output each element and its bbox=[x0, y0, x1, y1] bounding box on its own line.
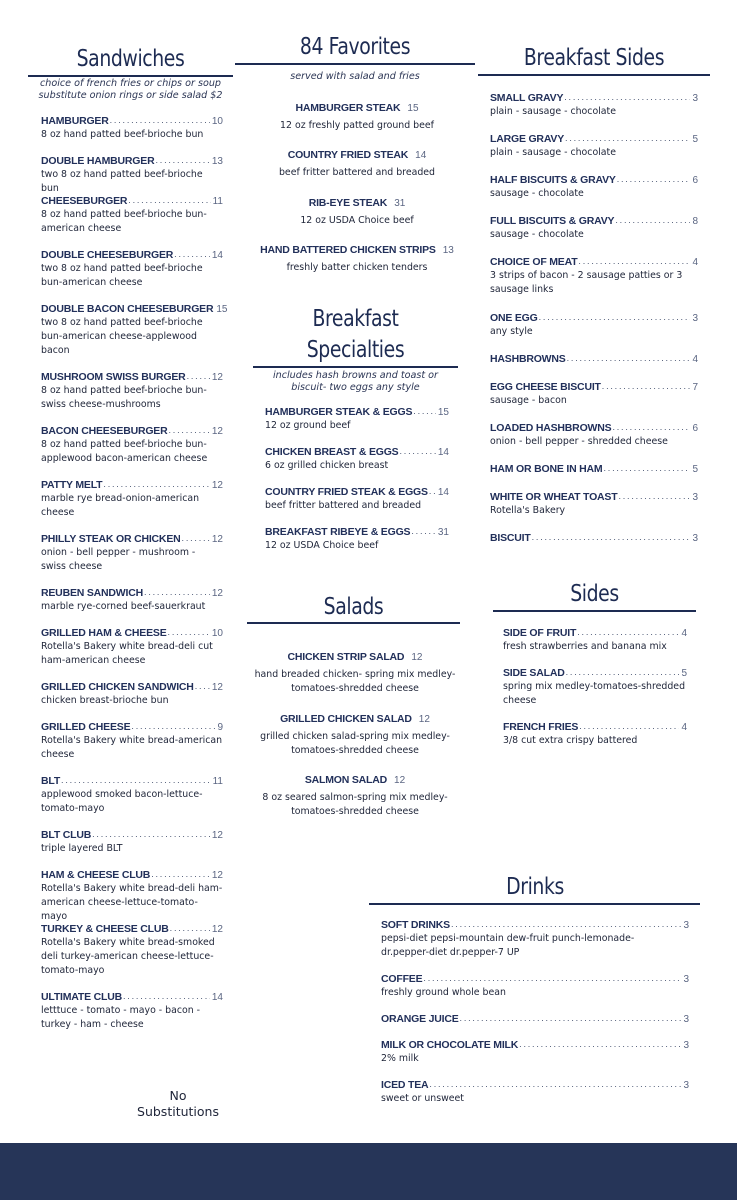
item-description bbox=[250, 668, 460, 696]
menu-item bbox=[41, 153, 223, 196]
item-name: COUNTRY FRIED STEAK & EGGS bbox=[265, 486, 428, 498]
item-name: SMALL GRAVY bbox=[490, 92, 564, 104]
menu-item bbox=[381, 1037, 689, 1066]
item-description bbox=[250, 791, 460, 819]
item-name: MUSHROOM SWISS BURGER bbox=[41, 371, 186, 383]
item-description: spring mix medley-tomatoes-shredded cheese bbox=[503, 681, 686, 706]
item-description-line2: tomatoes-shredded cheese bbox=[291, 806, 419, 817]
drinks-title: Drinks bbox=[506, 874, 564, 900]
item-price: 13 bbox=[211, 156, 223, 167]
menu-item bbox=[490, 461, 698, 475]
menu-item bbox=[41, 719, 223, 762]
item-name: SOFT DRINKS bbox=[381, 919, 450, 931]
item-name: SALMON SALAD bbox=[304, 774, 388, 786]
menu-item bbox=[41, 423, 223, 466]
item-name: GRILLED CHEESE bbox=[41, 721, 131, 733]
item-description: sausage - chocolate bbox=[490, 188, 584, 199]
item-price: 15 bbox=[216, 304, 228, 315]
specialties-title-line1: Breakfast bbox=[312, 306, 399, 332]
item-description-line1: 8 oz seared salmon-spring mix medley- bbox=[262, 792, 448, 803]
menu-item bbox=[41, 989, 223, 1032]
item-description: 8 oz hand patted beef-brioche bun-american cheese bbox=[41, 209, 207, 234]
menu-item bbox=[41, 193, 223, 236]
menu-item bbox=[490, 530, 698, 544]
item-name: WHITE OR WHEAT TOAST bbox=[490, 491, 618, 503]
menu-item bbox=[490, 420, 698, 449]
item-name: COFFEE bbox=[381, 973, 423, 985]
menu-item bbox=[381, 1077, 689, 1106]
item-name: EGG CHEESE BISCUIT bbox=[490, 381, 601, 393]
item-name: HAMBURGER STEAK bbox=[295, 102, 401, 114]
item-price: 5 bbox=[692, 464, 698, 475]
item-price: 14 bbox=[437, 447, 449, 458]
item-description-line2: tomatoes-shredded cheese bbox=[291, 683, 419, 694]
menu-item bbox=[490, 90, 698, 119]
item-description-line2: tomatoes-shredded cheese bbox=[291, 745, 419, 756]
favorites-title: 84 Favorites bbox=[299, 34, 411, 60]
item-name: GRILLED CHICKEN SALAD bbox=[280, 713, 412, 725]
item-price: 3 bbox=[683, 1080, 689, 1091]
breakfast-sides-title: Breakfast Sides bbox=[523, 45, 665, 71]
item-price: 12 bbox=[211, 588, 223, 599]
menu-item bbox=[490, 489, 698, 518]
item-description: 2% milk bbox=[381, 1053, 419, 1064]
item-price: 6 bbox=[692, 175, 698, 186]
item-price: 12 bbox=[418, 714, 430, 725]
item-description: 8 oz hand patted beef-brioche bun-swiss cheese-mushrooms bbox=[41, 385, 207, 410]
menu-item bbox=[503, 719, 687, 748]
item-name: DOUBLE HAMBURGER bbox=[41, 155, 155, 167]
item-name: CHICKEN STRIP SALAD bbox=[287, 651, 405, 663]
item-price: 3 bbox=[692, 492, 698, 503]
item-price: 3 bbox=[683, 920, 689, 931]
salads-title: Salads bbox=[323, 594, 384, 620]
item-description bbox=[250, 730, 460, 758]
item-price: 4 bbox=[692, 257, 698, 268]
menu-item bbox=[381, 971, 689, 1000]
menu-item bbox=[490, 379, 698, 408]
item-name: MILK OR CHOCOLATE MILK bbox=[381, 1039, 519, 1051]
item-name: HALF BISCUITS & GRAVY bbox=[490, 174, 616, 186]
item-name: BISCUIT bbox=[490, 532, 531, 544]
item-description: 12 oz USDA Choice beef bbox=[300, 215, 414, 226]
item-description: two 8 oz hand patted beef-brioche bun-american cheese-applewood bacon bbox=[41, 317, 203, 356]
specialties-subtitle bbox=[253, 370, 458, 394]
specialties-subtitle-line2: biscuit- two eggs any style bbox=[291, 382, 420, 393]
menu-item bbox=[250, 645, 460, 696]
item-price: 31 bbox=[437, 527, 449, 538]
item-description: chicken breast-brioche bun bbox=[41, 695, 169, 706]
specialties-subtitle-line1: includes hash browns and toast or bbox=[272, 370, 438, 381]
item-description: 3 strips of bacon - 2 sausage patties or 3 sausage links bbox=[490, 270, 683, 295]
sandwiches-subtitle-line1: choice of french fries or chips or soup bbox=[40, 78, 221, 89]
item-description: onion - bell pepper - shredded cheese bbox=[490, 436, 668, 447]
favorites-rule bbox=[235, 63, 475, 65]
favorites-subtitle: served with salad and fries bbox=[290, 71, 420, 82]
no-substitutions-note: No Substitutions bbox=[137, 1088, 219, 1119]
item-price: 9 bbox=[217, 722, 223, 733]
item-price: 12 bbox=[211, 830, 223, 841]
item-description: two 8 oz hand patted beef-brioche bun-american cheese bbox=[41, 263, 203, 288]
specialties-title-line2: Specialties bbox=[306, 337, 405, 363]
item-name: PATTY MELT bbox=[41, 479, 103, 491]
item-price: 13 bbox=[442, 245, 454, 256]
item-description: freshly batter chicken tenders bbox=[286, 262, 428, 273]
menu-item bbox=[247, 238, 467, 275]
item-price: 12 bbox=[211, 682, 223, 693]
item-description-line1: hand breaded chicken- spring mix medley- bbox=[254, 669, 456, 680]
item-name: REUBEN SANDWICH bbox=[41, 587, 144, 599]
menu-item bbox=[265, 484, 449, 513]
item-description: sausage - chocolate bbox=[490, 229, 584, 240]
item-price: 12 bbox=[394, 775, 406, 786]
item-price: 12 bbox=[211, 372, 223, 383]
breakfast-sides-rule bbox=[478, 74, 710, 76]
item-price: 3 bbox=[683, 1040, 689, 1051]
item-price: 3 bbox=[683, 974, 689, 985]
item-name: HAMBURGER bbox=[41, 115, 109, 127]
item-name: ONE EGG bbox=[490, 312, 538, 324]
menu-item bbox=[490, 172, 698, 201]
item-price: 31 bbox=[394, 198, 406, 209]
menu-item bbox=[490, 351, 698, 365]
menu-item bbox=[503, 625, 687, 654]
item-price: 10 bbox=[211, 116, 223, 127]
item-name: LARGE GRAVY bbox=[490, 133, 565, 145]
item-name: ULTIMATE CLUB bbox=[41, 991, 122, 1003]
item-price: 15 bbox=[407, 103, 419, 114]
item-price: 4 bbox=[681, 628, 687, 639]
menu-item bbox=[41, 301, 228, 358]
item-price: 14 bbox=[211, 250, 223, 261]
item-description: Rotella's Bakery white bread-smoked deli turkey-american cheese-lettuce-tomato-mayo bbox=[41, 937, 215, 976]
item-name: GRILLED HAM & CHEESE bbox=[41, 627, 167, 639]
item-price: 12 bbox=[211, 534, 223, 545]
item-name: BACON CHEESEBURGER bbox=[41, 425, 168, 437]
item-price: 5 bbox=[692, 134, 698, 145]
menu-item bbox=[41, 477, 223, 520]
item-description: 8 oz hand patted beef-brioche bun bbox=[41, 129, 204, 140]
item-price: 3 bbox=[692, 93, 698, 104]
item-name: BLT bbox=[41, 775, 61, 787]
item-name: HAMBURGER STEAK & EGGS bbox=[265, 406, 413, 418]
item-price: 12 bbox=[211, 426, 223, 437]
menu-item bbox=[41, 369, 223, 412]
item-description: pepsi-diet pepsi-mountain dew-fruit punch-lemonade-dr.pepper-diet dr.pepper-7 UP bbox=[381, 933, 635, 958]
item-price: 3 bbox=[692, 533, 698, 544]
item-name: DOUBLE CHEESEBURGER bbox=[41, 249, 174, 261]
item-description: sausage - bacon bbox=[490, 395, 567, 406]
item-description: Rotella's Bakery white bread-deli ham-american cheese-lettuce-tomato-mayo bbox=[41, 883, 223, 922]
item-description: Rotella's Bakery white bread-american cheese bbox=[41, 735, 223, 760]
menu-item bbox=[41, 113, 223, 142]
item-name: GRILLED CHICKEN SANDWICH bbox=[41, 681, 194, 693]
item-description: 12 oz ground beef bbox=[265, 420, 351, 431]
item-price: 6 bbox=[692, 423, 698, 434]
item-name: HASHBROWNS bbox=[490, 353, 566, 365]
item-price: 10 bbox=[211, 628, 223, 639]
item-description: plain - sausage - chocolate bbox=[490, 147, 616, 158]
menu-item bbox=[490, 131, 698, 160]
item-description: 3/8 cut extra crispy battered bbox=[503, 735, 638, 746]
menu-item bbox=[490, 310, 698, 339]
menu-item bbox=[41, 531, 223, 574]
menu-item bbox=[41, 827, 223, 856]
item-description: Rotella's Bakery bbox=[490, 505, 566, 516]
item-name: PHILLY STEAK OR CHICKEN bbox=[41, 533, 181, 545]
menu-item bbox=[381, 917, 689, 960]
menu-item bbox=[247, 96, 467, 133]
item-description: beef fritter battered and breaded bbox=[265, 500, 422, 511]
menu-item bbox=[41, 867, 223, 924]
item-description: two 8 oz hand patted beef-brioche bun bbox=[41, 169, 203, 194]
item-description: any style bbox=[490, 326, 533, 337]
menu-item bbox=[41, 585, 223, 614]
item-name: HAND BATTERED CHICKEN STRIPS bbox=[260, 244, 436, 256]
item-description: plain - sausage - chocolate bbox=[490, 106, 616, 117]
drinks-rule bbox=[369, 903, 700, 905]
item-price: 12 bbox=[211, 480, 223, 491]
item-price: 3 bbox=[683, 1014, 689, 1025]
item-name: HAM OR BONE IN HAM bbox=[490, 463, 603, 475]
item-price: 14 bbox=[437, 487, 449, 498]
menu-item bbox=[247, 143, 467, 180]
item-price: 11 bbox=[212, 196, 223, 207]
item-name: ORANGE JUICE bbox=[381, 1013, 459, 1025]
sandwiches-rule bbox=[28, 75, 233, 77]
salads-rule bbox=[247, 622, 460, 624]
item-name: CHEESEBURGER bbox=[41, 195, 128, 207]
menu-item bbox=[503, 665, 687, 708]
item-description: letttuce - tomato - mayo - bacon -turkey - ham - cheese bbox=[41, 1005, 201, 1030]
item-description: Rotella's Bakery white bread-deli cut ham-american cheese bbox=[41, 641, 213, 666]
menu-item bbox=[41, 921, 223, 978]
item-name: FRENCH FRIES bbox=[503, 721, 579, 733]
item-description: 6 oz grilled chicken breast bbox=[265, 460, 389, 471]
item-description: fresh strawberries and banana mix bbox=[503, 641, 667, 652]
item-price: 4 bbox=[692, 354, 698, 365]
item-name: BLT CLUB bbox=[41, 829, 92, 841]
menu-item bbox=[490, 254, 698, 297]
item-price: 8 bbox=[692, 216, 698, 227]
menu-item bbox=[265, 524, 449, 553]
item-name: RIB-EYE STEAK bbox=[308, 197, 388, 209]
specialties-rule bbox=[253, 366, 458, 368]
menu-item bbox=[265, 404, 449, 433]
item-name: CHOICE OF MEAT bbox=[490, 256, 578, 268]
menu-item bbox=[265, 444, 449, 473]
item-name: TURKEY & CHEESE CLUB bbox=[41, 923, 169, 935]
sides-title: Sides bbox=[570, 581, 619, 607]
item-price: 15 bbox=[437, 407, 449, 418]
menu-item bbox=[41, 773, 223, 816]
sandwiches-subtitle-line2: substitute onion rings or side salad $2 bbox=[38, 90, 223, 101]
item-price: 14 bbox=[211, 992, 223, 1003]
item-name: CHICKEN BREAST & EGGS bbox=[265, 446, 399, 458]
menu-item bbox=[490, 213, 698, 242]
menu-item bbox=[250, 768, 460, 819]
item-price: 3 bbox=[692, 313, 698, 324]
item-description: freshly ground whole bean bbox=[381, 987, 506, 998]
item-description: marble rye-corned beef-sauerkraut bbox=[41, 601, 206, 612]
item-description: beef fritter battered and breaded bbox=[278, 167, 436, 178]
item-name: LOADED HASHBROWNS bbox=[490, 422, 612, 434]
menu-item bbox=[41, 625, 223, 668]
item-price: 11 bbox=[212, 776, 223, 787]
item-description: onion - bell pepper - mushroom - swiss cheese bbox=[41, 547, 196, 572]
item-name: SIDE SALAD bbox=[503, 667, 565, 679]
item-name: HAM & CHEESE CLUB bbox=[41, 869, 151, 881]
sandwiches-subtitle bbox=[28, 78, 233, 102]
item-price: 5 bbox=[681, 668, 687, 679]
footer-bar bbox=[0, 1143, 737, 1200]
item-name: DOUBLE BACON CHEESEBURGER bbox=[41, 303, 214, 315]
menu-item bbox=[41, 247, 223, 290]
item-description: 12 oz freshly patted ground beef bbox=[280, 120, 434, 131]
item-description: 12 oz USDA Choice beef bbox=[265, 540, 379, 551]
menu-item bbox=[250, 707, 460, 758]
item-description-line1: grilled chicken salad-spring mix medley- bbox=[260, 731, 450, 742]
item-price: 14 bbox=[415, 150, 427, 161]
sides-rule bbox=[493, 610, 696, 612]
menu-item bbox=[381, 1011, 689, 1025]
item-price: 12 bbox=[211, 870, 223, 881]
item-name: ICED TEA bbox=[381, 1079, 429, 1091]
item-description: 8 oz hand patted beef-brioche bun-applewood bacon-american cheese bbox=[41, 439, 208, 464]
sandwiches-title: Sandwiches bbox=[76, 46, 185, 72]
item-price: 4 bbox=[681, 722, 687, 733]
item-description: marble rye bread-onion-american cheese bbox=[41, 493, 200, 518]
menu-item bbox=[247, 191, 467, 228]
item-price: 7 bbox=[692, 382, 698, 393]
item-price: 12 bbox=[411, 652, 423, 663]
item-name: SIDE OF FRUIT bbox=[503, 627, 577, 639]
item-name: COUNTRY FRIED STEAK bbox=[287, 149, 409, 161]
item-description: sweet or unsweet bbox=[381, 1093, 464, 1104]
item-price: 12 bbox=[211, 924, 223, 935]
item-description: triple layered BLT bbox=[41, 843, 123, 854]
item-description: applewood smoked bacon-lettuce-tomato-mayo bbox=[41, 789, 203, 814]
menu-item bbox=[41, 679, 223, 708]
item-name: BREAKFAST RIBEYE & EGGS bbox=[265, 526, 411, 538]
item-name: FULL BISCUITS & GRAVY bbox=[490, 215, 615, 227]
